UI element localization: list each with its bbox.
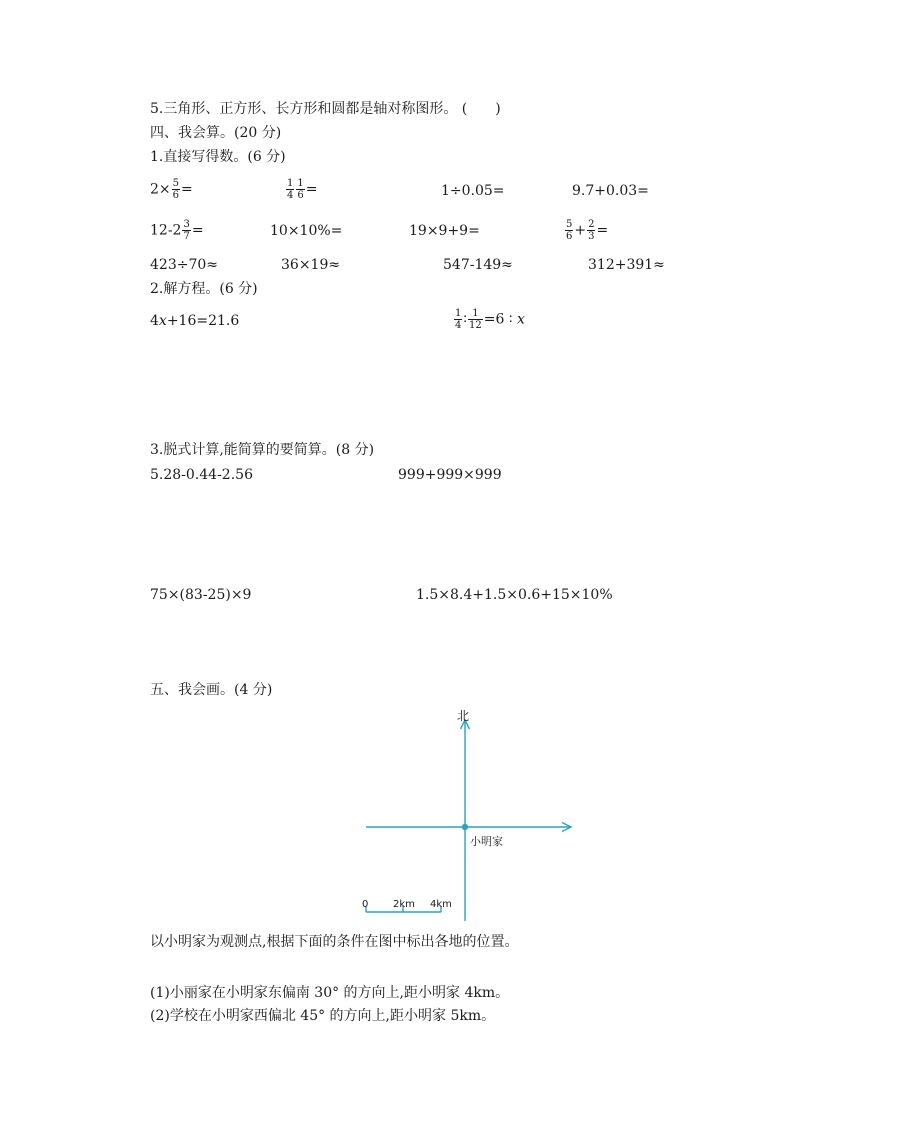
calc-item: 9.7+0.03= <box>572 183 649 199</box>
calc-text: = <box>596 222 609 239</box>
calc-text: = <box>181 181 193 198</box>
eq-text: +16=21.6 <box>166 313 240 329</box>
instruction-text: 以小明家为观测点,根据下面的条件在图中标出各地的位置。 <box>150 934 519 950</box>
calc-item: 36×19≈ <box>281 257 341 273</box>
north-label: 北 <box>457 709 470 723</box>
denominator: 6 <box>172 190 180 201</box>
origin-label: 小明家 <box>470 835 503 848</box>
origin-point <box>462 824 468 830</box>
calc-item: 1÷0.05= <box>441 183 505 199</box>
numerator: 1 <box>468 308 483 320</box>
numerator: 5 <box>172 178 180 189</box>
denominator: 6 <box>566 231 573 242</box>
subsection-2-title: 2.解方程。(6 分) <box>150 281 258 297</box>
eq-text: =6 ∶ <box>483 311 517 328</box>
step-calc-1: 5.28-0.44-2.56 <box>150 467 253 483</box>
numerator: 2 <box>588 219 595 230</box>
calc-text: 12-2 <box>150 222 182 239</box>
denominator: 4 <box>455 320 462 331</box>
condition-1: (1)小丽家在小明家东偏南 30° 的方向上,距小明家 4km。 <box>150 985 510 1001</box>
calc-text: = <box>305 181 318 198</box>
calc-text: 2× <box>150 181 171 198</box>
numerator: 1 <box>455 308 462 319</box>
denominator: 4 <box>287 190 294 201</box>
subsection-1-title: 1.直接写得数。(6 分) <box>150 149 286 165</box>
condition-2: (2)学校在小明家西偏北 45° 的方向上,距小明家 5km。 <box>150 1008 496 1024</box>
subsection-3-title: 3.脱式计算,能简算的要简算。(8 分) <box>150 442 375 458</box>
calc-item: 312+391≈ <box>588 257 665 273</box>
numerator: 1 <box>287 178 294 189</box>
judgement-question-5: 5.三角形、正方形、长方形和圆都是轴对称图形。 ( ) <box>150 101 501 117</box>
step-calc-3: 75×(83-25)×9 <box>150 587 252 603</box>
numerator: 5 <box>566 219 573 230</box>
numerator: 1 <box>297 178 304 189</box>
denominator: 12 <box>469 320 482 331</box>
denominator: 3 <box>588 231 595 242</box>
scale-label-4km: 4km <box>430 899 452 910</box>
scale-label-2km: 2km <box>393 899 415 910</box>
eq-text: ∶ <box>463 311 468 328</box>
calc-text: = <box>191 222 204 239</box>
calc-item: 10×10%= <box>270 223 343 239</box>
eq-text: 4 <box>150 313 159 329</box>
calc-item: 547-149≈ <box>443 257 513 273</box>
step-calc-2: 999+999×999 <box>398 467 502 483</box>
calc-item: 423÷70≈ <box>150 257 218 273</box>
calc-text: + <box>574 222 587 239</box>
scale-label-0: 0 <box>362 899 369 910</box>
numerator: 3 <box>183 219 190 230</box>
step-calc-4: 1.5×8.4+1.5×0.6+15×10% <box>416 587 613 603</box>
eq-variable: x <box>158 313 167 329</box>
denominator: 7 <box>183 231 190 242</box>
section-4-title: 四、我会算。(20 分) <box>150 125 282 141</box>
section-5-title: 五、我会画。(4 分) <box>150 682 273 698</box>
calc-item: 19×9+9= <box>409 223 480 239</box>
eq-variable: x <box>516 311 525 328</box>
denominator: 6 <box>297 190 304 201</box>
